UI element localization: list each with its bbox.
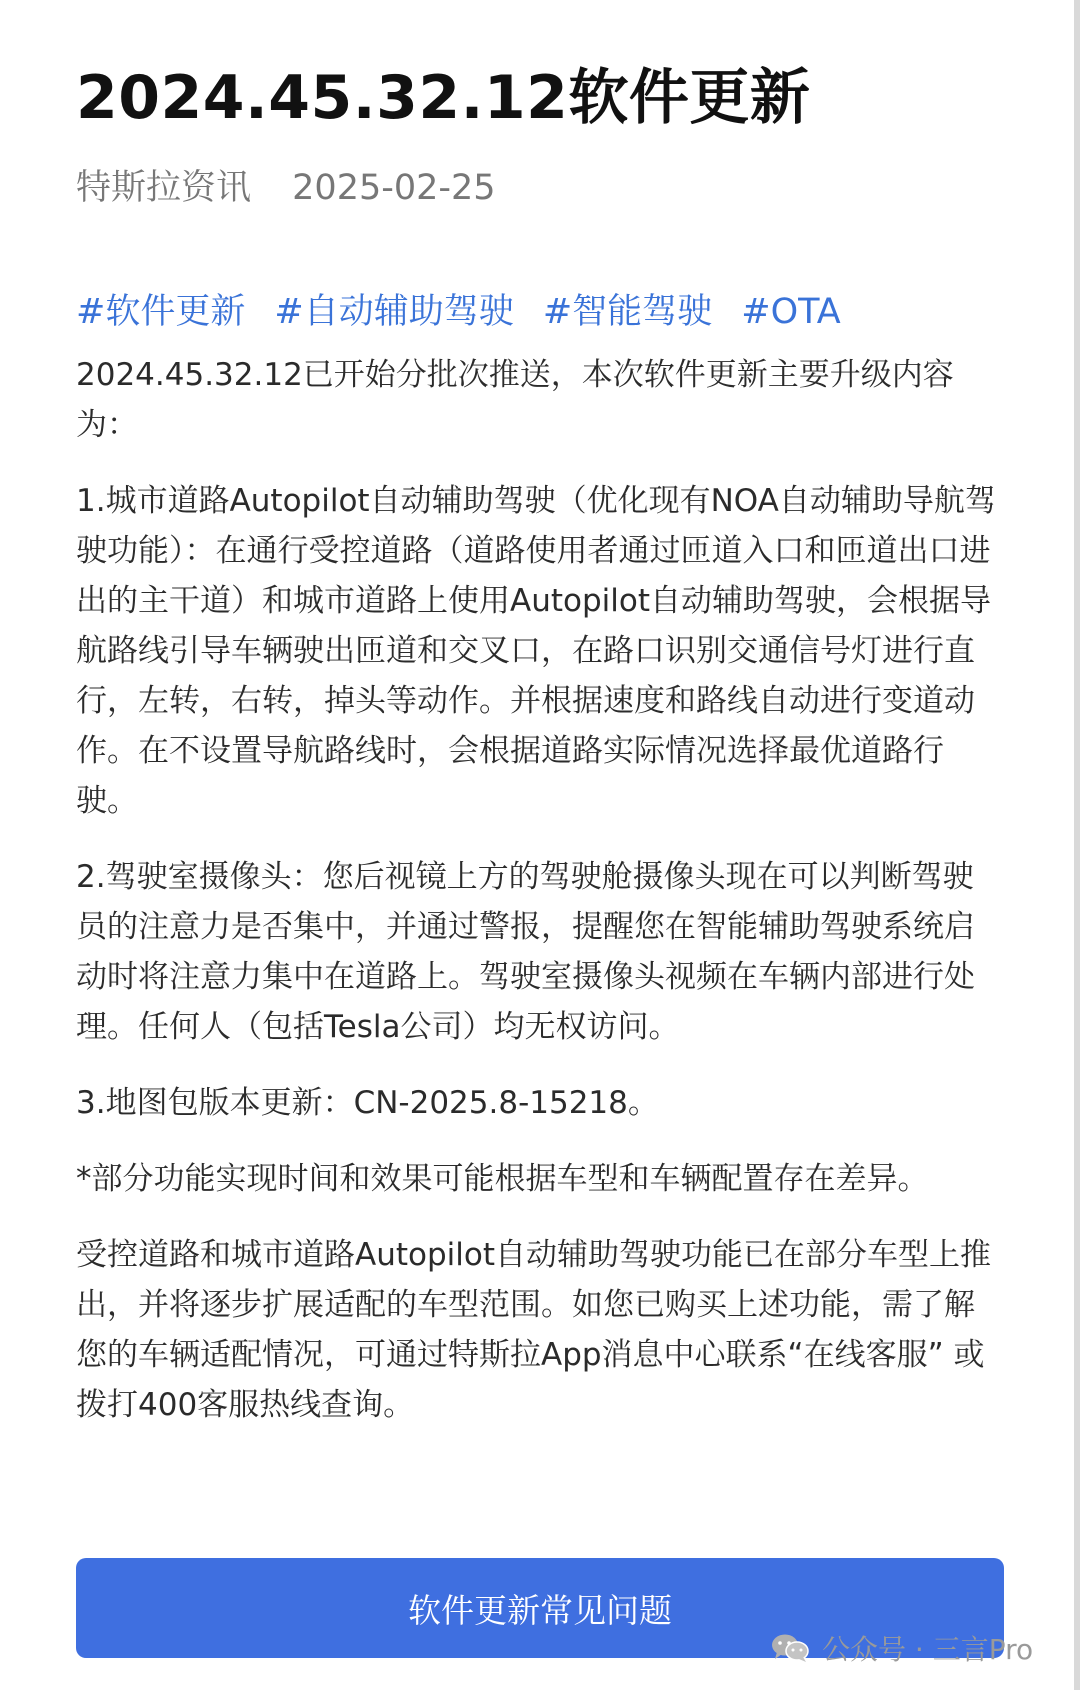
paragraph-availability: 受控道路和城市道路Autopilot自动辅助驾驶功能已在部分车型上推出，并将逐步扩展适配的车型范围。如您已购买上述功能，需了解您的车辆适配情况，可通过特斯拉App消息中心联系“在线客服” 或拨打400客服热线查询。: [76, 1237, 991, 1423]
watermark-text: 公众号 · 三言Pro: [822, 1633, 1034, 1666]
faq-button[interactable]: 软件更新常见问题: [76, 1558, 1004, 1658]
tag-smart-driving[interactable]: #智能驾驶: [542, 292, 713, 332]
article-title: 2024.45.32.12软件更新: [76, 63, 811, 133]
paragraph-item-3: 3.地图包版本更新：CN-2025.8-15218。: [76, 1085, 659, 1121]
tag-software-update[interactable]: #软件更新: [76, 292, 246, 332]
paragraph-intro: 2024.45.32.12已开始分批次推送，本次软件更新主要升级内容为：: [76, 357, 954, 443]
page-edge: [1074, 0, 1080, 1690]
paragraph-item-1: 1.城市道路Autopilot自动辅助驾驶（优化现有NOA自动辅助导航驾驶功能）：在通行受控道路（道路使用者通过匝道入口和匝道出口进出的主干道）和城市道路上使用Autopilot自动辅助驾驶，会根据导航路线引导车辆驶出匝道和交叉口，在路口识别交通信号灯进行直行，左转，右转，掉头等动作。并根据速度和路线自动进行变道动作。在不设置导航路线时，会根据道路实际情况选择最优道路行驶。: [76, 483, 996, 819]
article-meta: [76, 160, 496, 210]
article-body: [76, 350, 996, 1456]
tag-autopilot[interactable]: #自动辅助驾驶: [274, 292, 514, 332]
paragraph-note: *部分功能实现时间和效果可能根据车型和车辆配置存在差异。: [76, 1161, 929, 1197]
tag-ota[interactable]: #OTA: [741, 292, 841, 332]
watermark: [770, 1628, 1033, 1668]
tag-list: [76, 284, 865, 334]
article-date: 2025-02-25: [292, 168, 496, 208]
article-source[interactable]: 特斯拉资讯: [76, 168, 252, 208]
wechat-icon: [770, 1633, 810, 1663]
paragraph-item-2: 2.驾驶室摄像头：您后视镜上方的驾驶舱摄像头现在可以判断驾驶员的注意力是否集中，并通过警报，提醒您在智能辅助驾驶系统启动时将注意力集中在道路上。驾驶室摄像头视频在车辆内部进行处理。任何人（包括Tesla公司）均无权访问。: [76, 859, 975, 1045]
